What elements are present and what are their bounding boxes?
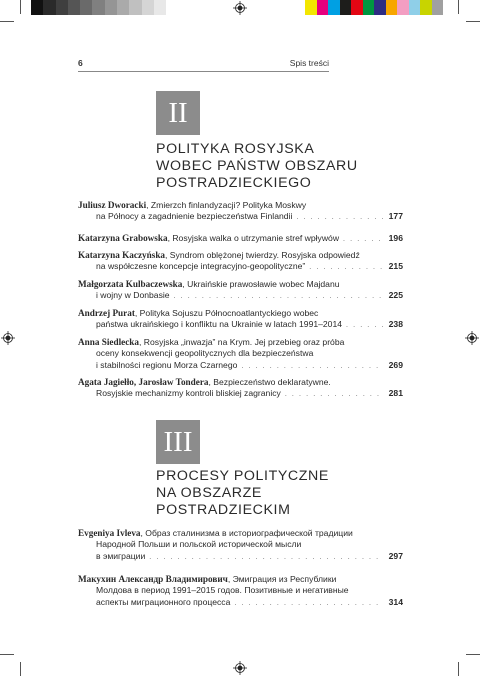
color-swatch: [129, 0, 141, 15]
toc-entry[interactable]: [78, 377, 403, 400]
crop-mark: [466, 654, 480, 655]
crop-mark: [0, 654, 14, 655]
dot-leader: [149, 552, 383, 563]
crop-mark: [458, 0, 459, 14]
entry-title-text: , Образ сталинизма в историографической традиции: [140, 528, 353, 538]
registration-mark-icon: [465, 331, 479, 345]
part-title: [156, 468, 356, 519]
crop-mark: [20, 662, 21, 676]
toc-entry[interactable]: [78, 574, 403, 608]
toc-entry[interactable]: [78, 337, 403, 371]
color-swatch: [43, 0, 55, 15]
toc-entry[interactable]: [78, 528, 403, 562]
registration-mark-icon: [233, 661, 247, 675]
color-swatch: [351, 0, 363, 15]
entry-page-number: 215: [388, 261, 403, 272]
color-swatch: [142, 0, 154, 15]
color-swatch: [305, 0, 317, 15]
entry-page-number: 238: [388, 319, 403, 330]
part-title-line: WOBEC PAŃSTW OBSZARU: [156, 158, 358, 174]
crop-mark: [20, 0, 21, 14]
entry-author: Anna Siedlecka: [78, 337, 140, 347]
part-numeral-box: II: [156, 91, 200, 135]
entry-title-text: , Zmierzch finlandyzacji? Polityka Moskwy: [146, 200, 307, 210]
header-rule: [78, 71, 329, 72]
entry-title-text: , Bezpieczeństwo deklaratywne.: [208, 377, 331, 387]
entry-page-number: 269: [388, 359, 403, 370]
entry-author: Andrzej Purat: [78, 308, 135, 318]
toc-entry[interactable]: [78, 279, 403, 302]
toc-entry[interactable]: [78, 233, 403, 244]
dot-leader: [346, 320, 383, 331]
part-numeral-box: III: [156, 420, 200, 464]
color-swatch: [105, 0, 117, 15]
part-title-line: POLITYKA ROSYJSKA: [156, 141, 315, 157]
color-swatch: [31, 0, 43, 15]
color-swatch: [56, 0, 68, 15]
entry-author: Evgeniya Ivleva: [78, 528, 141, 538]
registration-mark-icon: [233, 1, 247, 15]
entry-author: Макухин Александр Владимирович: [78, 574, 228, 584]
color-swatch: [317, 0, 329, 15]
color-swatch: [409, 0, 421, 15]
entry-title-text: i stabilności regionu Morza Czarnego: [96, 359, 238, 370]
entry-title-text: , Rosyjska walka o utrzymanie stref wpływów: [167, 233, 340, 243]
running-head: [78, 58, 329, 72]
color-swatch: [68, 0, 80, 15]
dot-leader: [309, 262, 383, 273]
entry-title-text: , Syndrom oblężonej twierdzy. Rosyjska odpowiedź: [165, 250, 360, 260]
crop-mark: [458, 662, 459, 676]
entry-title-text: Народной Польши и польской исторической мысли: [96, 539, 302, 550]
entry-page-number: 297: [388, 550, 403, 561]
entry-title-text: , Ukraińskie prawosławie wobec Majdanu: [182, 279, 340, 289]
dot-leader: [285, 389, 383, 400]
color-swatch: [80, 0, 92, 15]
color-swatch: [432, 0, 444, 15]
dot-leader: [234, 598, 383, 609]
entry-title-text: , Эмиграция из Республики: [227, 574, 337, 584]
entry-page-number: 177: [388, 211, 403, 222]
entry-title-text: państwa ukraińskiego i konfliktu na Ukrainie w latach 1991–2014: [96, 319, 343, 330]
entry-author: Małgorzata Kulbaczewska: [78, 279, 183, 289]
color-swatch: [363, 0, 375, 15]
entry-page-number: 281: [388, 388, 403, 399]
entry-author: Juliusz Dworacki: [78, 200, 147, 210]
toc-entry[interactable]: [78, 250, 403, 273]
grayscale-calibration-bar: [31, 0, 166, 15]
color-swatch: [92, 0, 104, 15]
color-swatch: [154, 0, 166, 15]
entry-title-text: Молдова в период 1991–2015 годов. Позитивные и негативные: [96, 585, 349, 596]
crop-mark: [0, 21, 14, 22]
toc-entry[interactable]: [78, 308, 403, 331]
entry-title-text: na współczesne koncepcje integracyjno-geopolityczne”: [96, 261, 306, 272]
color-swatch: [386, 0, 398, 15]
dot-leader: [241, 361, 383, 372]
color-swatch: [374, 0, 386, 15]
entry-title-text: na Północy a zagadnienie bezpieczeństwa Finlandii: [96, 211, 293, 222]
entry-author: Katarzyna Grabowska: [78, 233, 168, 243]
part-title-line: POSTRADZIECKIM: [156, 502, 291, 518]
entry-title-text: в эмиграции: [96, 550, 146, 561]
running-head-title: Spis treści: [289, 58, 329, 68]
color-swatch: [397, 0, 409, 15]
color-swatch: [420, 0, 432, 15]
entry-title-text: Rosyjskie mechanizmy kontroli bliskiej zagranicy: [96, 388, 281, 399]
dot-leader: [296, 212, 383, 223]
part-title-line: NA OBSZARZE: [156, 485, 262, 501]
entry-author: Katarzyna Kaczyńska: [78, 250, 166, 260]
entry-title-text: аспекты миграционного процесса: [96, 596, 231, 607]
entry-page-number: 314: [388, 596, 403, 607]
crop-mark: [466, 21, 480, 22]
page-number: 6: [78, 58, 83, 68]
entry-title-text: , Polityka Sojuszu Północnoatlantyckiego wobec: [134, 308, 319, 318]
color-calibration-bar: [305, 0, 443, 15]
entry-page-number: 225: [388, 290, 403, 301]
color-swatch: [117, 0, 129, 15]
entry-title-text: , Rosyjska „inwazja” na Krym. Jej przebieg oraz próba: [139, 337, 345, 347]
color-swatch: [328, 0, 340, 15]
part-title: [156, 141, 356, 192]
entry-title-text: oceny konsekwencji geopolitycznych dla bezpieczeństwa: [96, 348, 314, 359]
part-title-line: PROCESY POLITYCZNE: [156, 468, 329, 484]
color-swatch: [340, 0, 352, 15]
dot-leader: [343, 234, 383, 245]
toc-entry[interactable]: [78, 200, 403, 223]
entry-author: Agata Jagiełło, Jarosław Tondera: [78, 377, 209, 387]
registration-mark-icon: [1, 331, 15, 345]
part-title-line: POSTRADZIECKIEGO: [156, 175, 312, 191]
entry-page-number: 196: [388, 233, 403, 243]
entry-title-text: i wojny w Donbasie: [96, 290, 170, 301]
dot-leader: [174, 291, 383, 302]
